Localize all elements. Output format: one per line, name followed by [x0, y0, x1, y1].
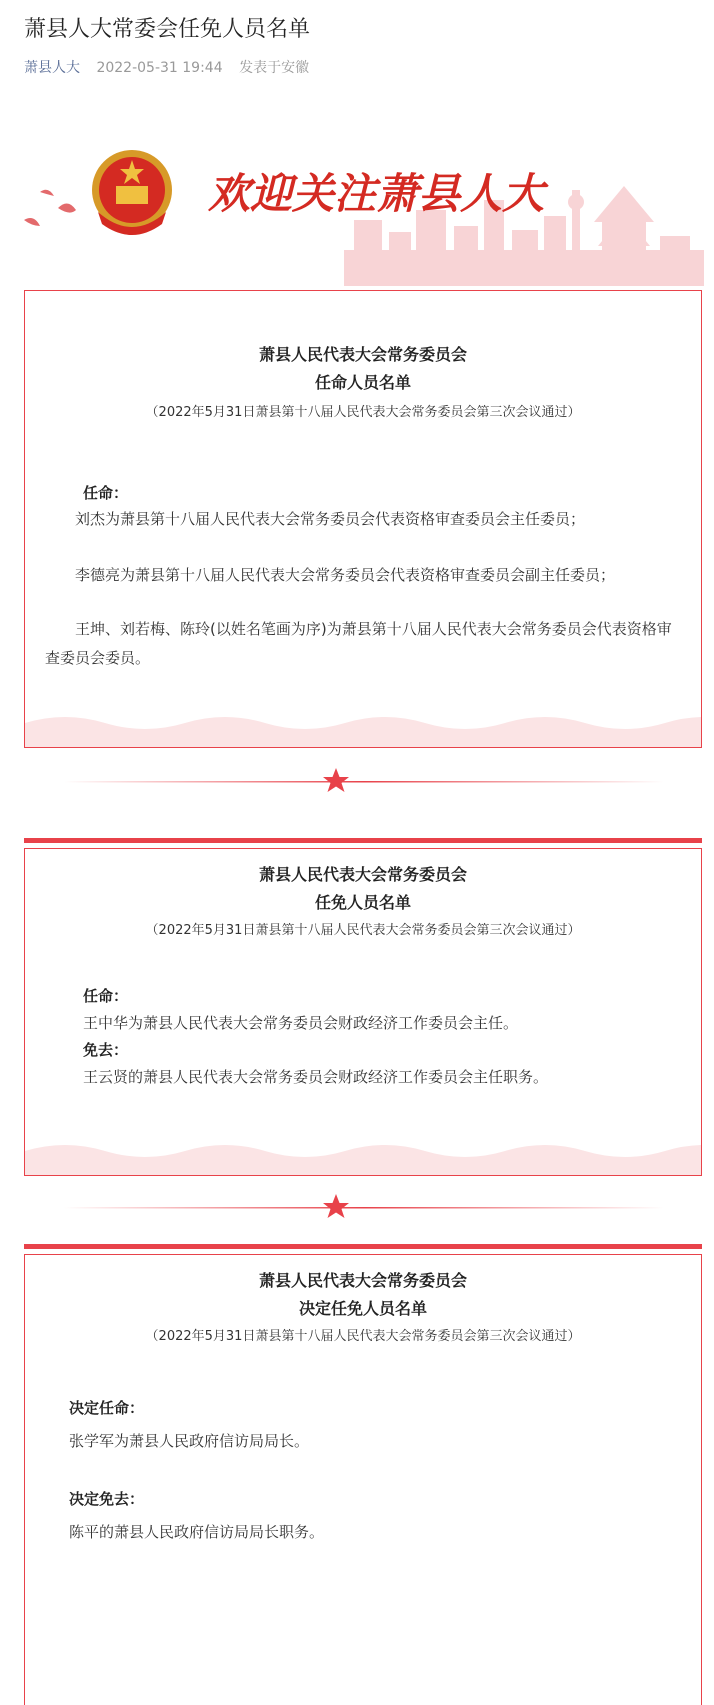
card-appoint-remove: [24, 848, 702, 1176]
remove-text: 王云贤的萧县人民代表大会常务委员会财政经济工作委员会主任职务。: [83, 1068, 549, 1086]
card-top-bar: [24, 1244, 702, 1249]
section-appoint-label: 任命：: [83, 484, 129, 502]
banner-graphic: [24, 150, 714, 290]
card-title: 任免人员名单: [314, 893, 411, 912]
card-note: （2022年5月31日萧县第十八届人民代表大会常务委员会第三次会议通过）: [145, 923, 581, 938]
section-appoint-label: 任命：: [83, 987, 129, 1005]
card-title: 任命人员名单: [314, 373, 411, 392]
star-icon: [323, 1194, 349, 1218]
star-icon: [323, 768, 349, 792]
section-appoint-label: 决定任命：: [69, 1399, 145, 1417]
remove-text: 陈平的萧县人民政府信访局局长职务。: [69, 1523, 325, 1541]
card-org: 萧县人民代表大会常务委员会: [258, 345, 467, 364]
banner-text: 欢迎关注萧县人大: [208, 169, 545, 218]
section-remove-label: 免去：: [83, 1041, 129, 1059]
appoint-text: 王中华为萧县人民代表大会常务委员会财政经济工作委员会主任。: [83, 1014, 519, 1032]
article-title: 萧县人大常委会任免人员名单: [24, 17, 311, 42]
appoint-text: 张学军为萧县人民政府信访局局长。: [69, 1432, 310, 1450]
section-remove-label: 决定免去：: [69, 1490, 145, 1508]
author-link[interactable]: 萧县人大: [24, 60, 80, 76]
card-appointments: [24, 290, 702, 748]
card-org: 萧县人民代表大会常务委员会: [258, 1271, 467, 1290]
wave-decoration: [25, 703, 701, 747]
card-note: （2022年5月31日萧县第十八届人民代表大会常务委员会第三次会议通过）: [145, 405, 581, 420]
publish-date: 2022-05-31 19:44: [96, 60, 223, 76]
dove-icon: [24, 190, 76, 226]
card-note: （2022年5月31日萧县第十八届人民代表大会常务委员会第三次会议通过）: [145, 1329, 581, 1344]
wave-decoration: [25, 1131, 701, 1175]
article-meta: [24, 58, 309, 78]
national-emblem-icon: [92, 150, 172, 235]
card-title: 决定任免人员名单: [298, 1299, 427, 1318]
list-item: 王坤、刘若梅、陈玲(以姓名笔画为序)为萧县第十八届人民代表大会常务委员会代表资格审查委员会委员。: [45, 620, 672, 667]
list-item: 刘杰为萧县第十八届人民代表大会常务委员会代表资格审查委员会主任委员；: [75, 510, 586, 528]
star-divider: [64, 1190, 664, 1226]
list-item: 李德亮为萧县第十八届人民代表大会常务委员会代表资格审查委员会副主任委员；: [75, 566, 616, 584]
publish-location: 发表于安徽: [239, 60, 310, 76]
welcome-banner: [24, 150, 714, 290]
star-divider: [64, 764, 664, 800]
card-top-bar: [24, 838, 702, 843]
card-org: 萧县人民代表大会常务委员会: [258, 865, 467, 884]
card-decision: [24, 1254, 702, 1705]
